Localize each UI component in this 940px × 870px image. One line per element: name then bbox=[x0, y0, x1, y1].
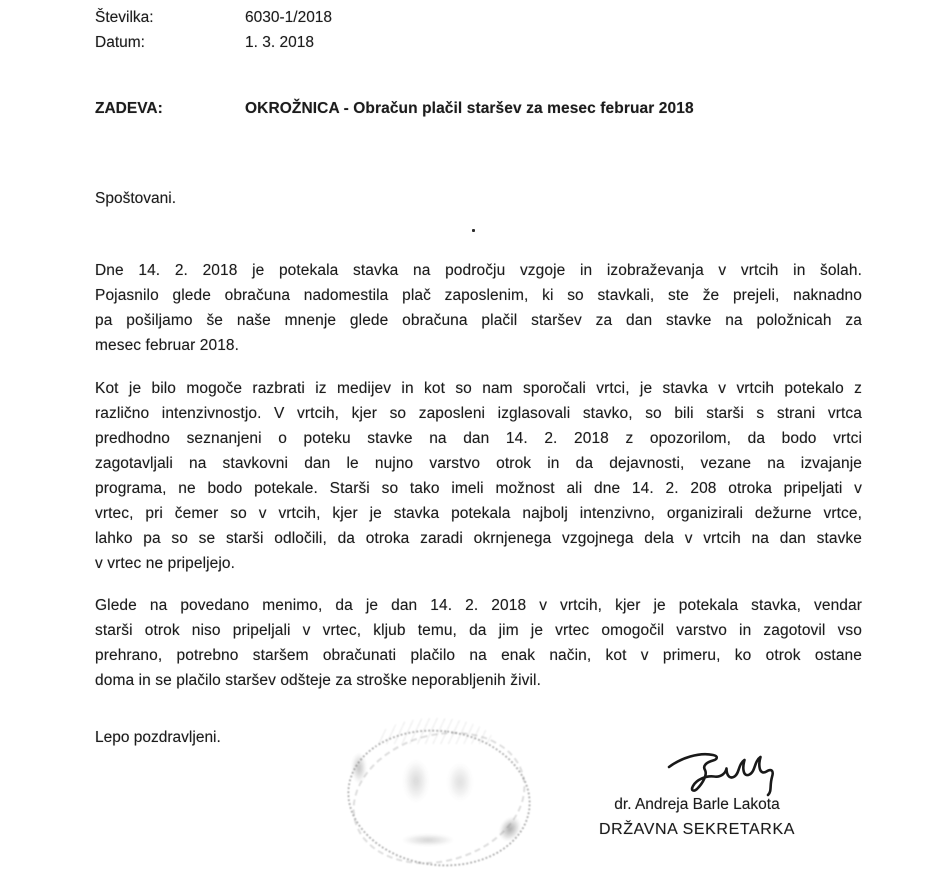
subject-value: OKROŽNICA - Obračun plačil staršev za mesec februar 2018 bbox=[245, 100, 694, 117]
date-label: Datum: bbox=[95, 34, 145, 51]
stamp-faded-emblem bbox=[443, 756, 477, 808]
paragraph-line: vrtec, pri čemer so v vrtcih, kjer je stavka potekala najbolj intenzivno, organizirali dežurne vrtce, bbox=[95, 505, 862, 522]
paragraph-line: Glede na povedano menimo, da je dan 14. 2. 2018 v vrtcih, kjer je potekala stavka, vendar bbox=[95, 597, 862, 614]
stray-dot-mark bbox=[472, 229, 475, 232]
signer-name: dr. Andreja Barle Lakota bbox=[614, 796, 780, 813]
paragraph-line: Kot je bilo mogoče razbrati iz medijev in kot so nam sporočali vrtci, je stavka v vrtcih potekalo z bbox=[95, 380, 862, 397]
paragraph-line: Pojasnilo glede obračuna nadomestila plač zaposlenim, ki so stavkali, ste že prejeli, naknadno bbox=[95, 287, 862, 304]
meta-row-number bbox=[95, 5, 332, 30]
paragraph-line: pa pošiljamo še naše mnenje glede obračuna plačil staršev za dan stavke na položnicah za bbox=[95, 312, 862, 329]
paragraph-line: različno intenzivnostjo. V vrtcih, kjer so zaposleni izglasovali stavko, so bili starši s strani vrtca bbox=[95, 405, 862, 422]
number-value: 6030-1/2018 bbox=[245, 9, 333, 26]
paragraph-3 bbox=[95, 593, 862, 693]
paragraph-line: zagotavljali na stavkovni dan le nujno varstvo otrok in da dejavnosti, vezane na izvajanje bbox=[95, 455, 862, 472]
number-label: Številka: bbox=[95, 9, 154, 26]
paragraph-1 bbox=[95, 258, 862, 358]
official-round-stamp bbox=[347, 720, 531, 866]
signer-title: DRŽAVNA SEKRETARKA bbox=[598, 821, 796, 838]
paragraph-line: Dne 14. 2. 2018 je potekala stavka na področju vzgoje in izobraževanja v vrtcih in šolah. bbox=[95, 262, 862, 279]
handwritten-signature bbox=[663, 745, 801, 799]
signature-block bbox=[563, 793, 831, 842]
letter-meta bbox=[95, 5, 332, 55]
paragraph-line: programa, ne bodo potekale. Starši so tako imeli možnost ali dne 14. 2. 208 otroka pripeljati v bbox=[95, 480, 862, 497]
paragraph-line: lahko pa so se starši odločili, da otroka zaradi okrnjenega vzgojnega dela v vrtcih na dan stavke bbox=[95, 530, 862, 547]
stamp-ink-speckle bbox=[349, 748, 369, 788]
paragraph-line: mesec februar 2018. bbox=[95, 337, 240, 354]
paragraph-line: doma in se plačilo staršev odšteje za stroške neporabljenih živil. bbox=[95, 672, 541, 689]
salutation: Spoštovani. bbox=[95, 190, 176, 207]
subject-line bbox=[95, 100, 694, 118]
paragraph-line: v vrtec ne pripeljejo. bbox=[95, 555, 236, 572]
meta-row-date bbox=[95, 30, 332, 55]
paragraph-line: starši otrok niso pripeljali v vrtec, kljub temu, da jim je vrtec omogočil varstvo in zagotovil vso bbox=[95, 622, 862, 639]
paragraph-2 bbox=[95, 376, 862, 576]
paragraph-line: prehrano, potrebno staršem obračunati plačilo na enak način, kot v primeru, ko otrok ostane bbox=[95, 647, 862, 664]
subject-label: ZADEVA: bbox=[95, 100, 163, 117]
stamp-faded-emblem bbox=[399, 752, 433, 810]
closing-salutation: Lepo pozdravljeni. bbox=[95, 729, 221, 746]
paragraph-line: predhodno seznanjeni o poteku stavke na dan 14. 2. 2018 z opozorilom, da bodo vrtci bbox=[95, 430, 862, 447]
date-value: 1. 3. 2018 bbox=[245, 34, 314, 51]
stamp-faded-text bbox=[393, 832, 463, 848]
